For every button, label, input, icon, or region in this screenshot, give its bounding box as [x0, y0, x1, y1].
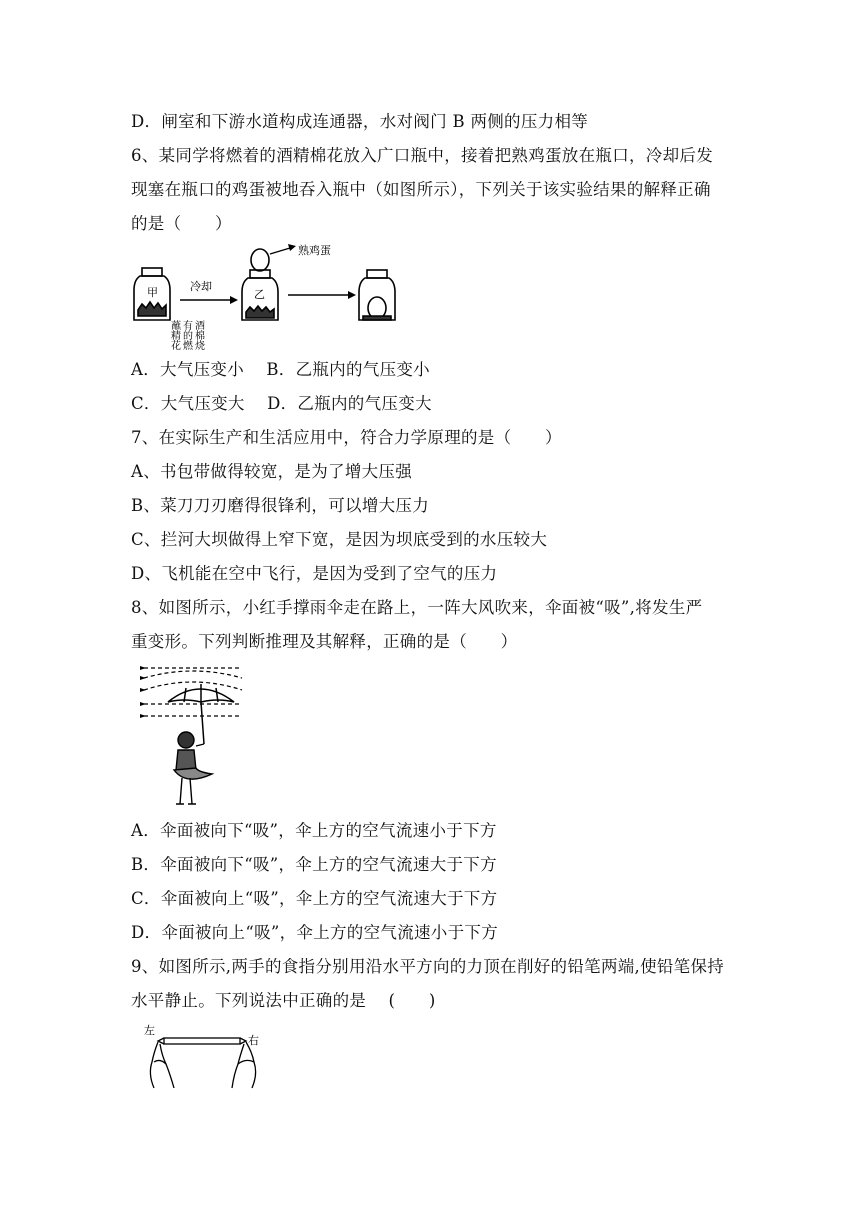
q9-stem-line2: 水平静止。下列说法中正确的是 ( ): [131, 991, 436, 1010]
label-cotton-col3: 酒棉烧: [192, 320, 204, 350]
hands: [150, 1042, 255, 1088]
q9-stem-line1: 9、如图所示,两手的食指分别用沿水平方向的力顶在削好的铅笔两端,使铅笔保持: [131, 957, 725, 976]
q7-option-c: C、拦河大坝做得上窄下宽，是因为坝底受到的水压较大: [131, 530, 548, 549]
q6-stem-line1: 6、某同学将燃着的酒精棉花放入广口瓶中，接着把熟鸡蛋放在瓶口，冷却后发: [131, 146, 713, 165]
q8-option-d: D．伞面被向上“吸”，伞上方的空气流速小于下方: [131, 923, 498, 942]
q7-option-b: B、菜刀刀刃磨得很锋利，可以增大压力: [131, 496, 430, 515]
umbrella: [168, 684, 234, 744]
label-jia: 甲: [147, 286, 158, 299]
wind-lines: [144, 668, 242, 716]
q8-stem-line1: 8、如图所示，小红手撑雨伞走在路上，一阵大风吹来，伞面被“吸”,将发生严: [131, 598, 703, 617]
label-cotton-col1: 蘸精花: [168, 320, 180, 350]
label-egg: 熟鸡蛋: [298, 244, 331, 257]
q7-stem: 7、在实际生产和生活应用中，符合力学原理的是（ ）: [131, 428, 562, 447]
q8-option-c: C．伞面被向上“吸”，伞上方的空气流速大于下方: [131, 889, 498, 908]
bottle-yi: [242, 249, 278, 320]
q6-stem-line3: 的是（ ）: [131, 214, 232, 233]
q9-figure-pencil: [140, 1022, 270, 1094]
pencil: [158, 1038, 246, 1044]
q7-option-d: D、飞机能在空中飞行，是因为受到了空气的压力: [131, 564, 498, 583]
q6-figure-egg-bottle: [130, 240, 430, 350]
q6-stem-line2: 现塞在瓶口的鸡蛋被地吞入瓶中（如图所示），下列关于该实验结果的解释正确: [131, 180, 711, 199]
q7-option-a: A、书包带做得较宽，是为了增大压强: [131, 462, 413, 481]
girl: [174, 732, 212, 804]
q8-figure-umbrella: [138, 662, 248, 810]
q8-option-a: A．伞面被向下“吸”，伞上方的空气流速小于下方: [131, 821, 497, 840]
bottle-egg-inside: [359, 270, 395, 320]
label-cotton-col2: 有的燃: [180, 320, 192, 350]
q6-options-row2: C．大气压变大 D．乙瓶内的气压变大: [131, 394, 432, 413]
q5-option-d: D．闸室和下游水道构成连通器，水对阀门 B 两侧的压力相等: [131, 112, 589, 131]
q8-stem-line2: 重变形。下列判断推理及其解释，正确的是（ ）: [131, 632, 518, 651]
q6-options-row1: A．大气压变小 B．乙瓶内的气压变小: [131, 360, 430, 379]
label-yi: 乙: [254, 288, 265, 301]
label-cooling: 冷却: [190, 280, 212, 293]
label-left: 左: [144, 1024, 155, 1037]
label-right: 右: [248, 1034, 259, 1047]
q8-option-b: B．伞面被向下“吸”，伞上方的空气流速大于下方: [131, 855, 497, 874]
